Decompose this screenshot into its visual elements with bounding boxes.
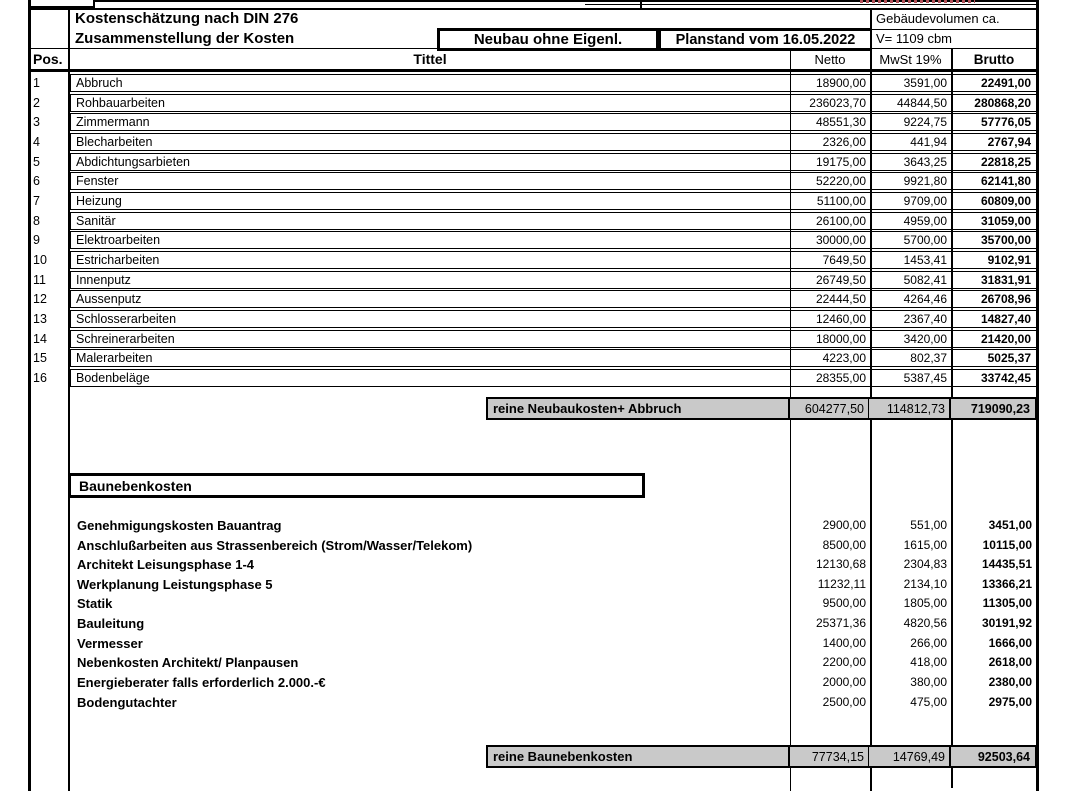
cell-netto: 4223,00	[790, 351, 870, 365]
cell-brutto: 31831,91	[951, 273, 1036, 287]
cell-mwst: 1453,41	[870, 253, 951, 267]
cell-brutto: 1666,00	[988, 636, 1032, 650]
cell-brutto: 62141,80	[951, 174, 1036, 188]
cell-mwst: 4820,56	[903, 616, 947, 630]
cell-netto: 48551,30	[790, 115, 870, 129]
row-pos: 11	[33, 273, 46, 287]
cell-brutto: 2380,00	[988, 675, 1032, 689]
section2-title: Baunebenkosten	[79, 477, 192, 494]
cell-netto: 22444,50	[790, 292, 870, 306]
cell-brutto: 30191,92	[981, 616, 1032, 630]
cell-netto: 18000,00	[790, 332, 870, 346]
cell-titel: Innenputz	[76, 273, 131, 287]
cell-netto: 2000,00	[822, 675, 866, 689]
row-pos: 1	[33, 76, 40, 90]
row-pos: 2	[33, 96, 40, 110]
cell-titel: Bauleitung	[77, 615, 145, 631]
col-header-mwst: MwSt 19%	[879, 52, 942, 67]
cell-titel: Statik	[77, 595, 113, 611]
table-row	[70, 74, 1037, 92]
cell-netto: 30000,00	[790, 233, 870, 247]
cell-brutto: 280868,20	[951, 96, 1036, 110]
cell-mwst: 2134,10	[903, 577, 947, 591]
subtotal-label: reine Neubaukosten+ Abbruch	[488, 399, 790, 418]
cell-mwst: 44844,50	[870, 96, 951, 110]
cell-mwst: 3420,00	[870, 332, 951, 346]
cell-titel: Malerarbeiten	[76, 351, 153, 365]
cell-netto: 12460,00	[790, 312, 870, 326]
row-pos: 10	[33, 253, 47, 267]
cell-netto: 2200,00	[822, 655, 866, 669]
cell-mwst: 1615,00	[903, 538, 947, 552]
cell-netto: 1400,00	[822, 636, 866, 650]
cell-mwst: 1805,00	[903, 596, 947, 610]
cell-netto: 26749,50	[790, 273, 870, 287]
row-pos: 5	[33, 155, 40, 169]
neben-row	[70, 653, 1037, 671]
neben-row	[70, 693, 1037, 711]
cell-netto: 8500,00	[822, 538, 866, 552]
cell-titel: Anschlußarbeiten aus Strassenbereich (Strom/Wasser/Telekom)	[77, 537, 473, 553]
cell-netto: 12130,68	[815, 557, 866, 571]
cell-mwst: 9709,00	[870, 194, 951, 208]
cell-titel: Elektroarbeiten	[76, 233, 161, 247]
cell-netto: 2900,00	[822, 518, 866, 532]
cell-titel: Estricharbeiten	[76, 253, 160, 267]
table-row	[70, 251, 1037, 269]
cell-titel: Vermesser	[77, 635, 143, 651]
neben-row	[70, 536, 1037, 554]
neben-row	[70, 634, 1037, 652]
cell-brutto: 14827,40	[951, 312, 1036, 326]
cell-brutto: 21420,00	[951, 332, 1036, 346]
cell-brutto: 26708,96	[951, 292, 1036, 306]
table-row	[70, 330, 1037, 348]
row-pos: 6	[33, 174, 40, 188]
subtotal-label: reine Baunebenkosten	[488, 747, 790, 766]
row-pos: 13	[33, 312, 47, 326]
row-pos: 3	[33, 115, 40, 129]
row-pos: 15	[33, 351, 47, 365]
cell-netto: 9500,00	[822, 596, 866, 610]
neben-row	[70, 594, 1037, 612]
cell-titel: Architekt Leisungsphase 1-4	[77, 556, 254, 572]
cell-mwst: 4959,00	[870, 214, 951, 228]
cell-titel: Abbruch	[76, 76, 123, 90]
cell-titel: Schlosserarbeiten	[76, 312, 177, 326]
cell-titel: Rohbauarbeiten	[76, 96, 165, 110]
neben-row	[70, 673, 1037, 691]
cell-titel: Heizung	[76, 194, 122, 208]
volume-label: Gebäudevolumen ca.	[876, 11, 1000, 26]
cell-netto: 26100,00	[790, 214, 870, 228]
cell-mwst: 266,00	[910, 636, 947, 650]
cell-netto: 25371,36	[815, 616, 866, 630]
subtotal-neben-row	[486, 745, 1037, 768]
cell-titel: Genehmigungskosten Bauantrag	[77, 517, 282, 533]
cell-titel: Nebenkosten Architekt/ Planpausen	[77, 654, 299, 670]
variant-label: Neubau ohne Eigenl.	[473, 31, 623, 48]
table-row	[70, 113, 1037, 131]
cell-netto: 2326,00	[790, 135, 870, 149]
cell-mwst: 5700,00	[870, 233, 951, 247]
table-row	[70, 212, 1037, 230]
cell-mwst: 802,37	[870, 351, 951, 365]
doc-title-line1: Kostenschätzung nach DIN 276	[75, 10, 299, 27]
cell-mwst: 5387,45	[870, 371, 951, 385]
section2-header-box	[68, 473, 645, 498]
row-pos: 9	[33, 233, 40, 247]
cell-brutto: 2975,00	[988, 695, 1032, 709]
table-row	[70, 310, 1037, 328]
row-pos: 8	[33, 214, 40, 228]
cell-mwst: 551,00	[910, 518, 947, 532]
cell-mwst: 2367,40	[870, 312, 951, 326]
neben-row	[70, 614, 1037, 632]
table-row	[70, 153, 1037, 171]
cell-netto: 28355,00	[790, 371, 870, 385]
top-cropped-line-2	[585, 4, 1037, 5]
cell-netto: 18900,00	[790, 76, 870, 90]
cell-netto: 236023,70	[790, 96, 870, 110]
row-pos: 16	[33, 371, 47, 385]
cell-titel: Energieberater falls erforderlich 2.000.-€	[77, 674, 326, 690]
row-pos: 12	[33, 292, 47, 306]
cell-brutto: 57776,05	[951, 115, 1036, 129]
cell-brutto: 14435,51	[981, 557, 1032, 571]
subtotal-brutto: 719090,23	[949, 399, 1035, 418]
table-border-left	[28, 0, 31, 791]
cell-titel: Aussenputz	[76, 292, 142, 306]
cell-brutto: 33742,45	[951, 371, 1036, 385]
cell-titel: Sanitär	[76, 214, 116, 228]
cell-mwst: 3591,00	[870, 76, 951, 90]
row-pos: 7	[33, 194, 40, 208]
cell-brutto: 35700,00	[951, 233, 1036, 247]
subtotal-neubau-row	[486, 397, 1037, 420]
cell-titel: Bodengutachter	[77, 694, 177, 710]
cell-titel: Zimmermann	[76, 115, 150, 129]
header-bottom-line	[28, 69, 1039, 72]
cell-netto: 52220,00	[790, 174, 870, 188]
table-row	[70, 172, 1037, 190]
cell-brutto: 11305,00	[982, 596, 1032, 610]
col-header-brutto: Brutto	[973, 52, 1015, 67]
table-row	[70, 271, 1037, 289]
cell-brutto: 22818,25	[951, 155, 1036, 169]
row-pos: 4	[33, 135, 40, 149]
neben-row	[70, 575, 1037, 593]
table-row	[70, 94, 1037, 112]
cell-mwst: 441,94	[870, 135, 951, 149]
cell-mwst: 9224,75	[870, 115, 951, 129]
cell-mwst: 3643,25	[870, 155, 951, 169]
doc-title-line2: Zusammenstellung der Kosten	[75, 30, 295, 47]
neben-row	[70, 516, 1037, 534]
row-pos: 14	[33, 332, 47, 346]
cell-mwst: 4264,46	[870, 292, 951, 306]
table-row	[70, 290, 1037, 308]
cell-titel: Schreinerarbeiten	[76, 332, 175, 346]
cell-brutto: 2618,00	[988, 655, 1032, 669]
subtotal-mwst: 14769,49	[868, 747, 949, 766]
table-row	[70, 349, 1037, 367]
subtotal-mwst: 114812,73	[868, 399, 949, 418]
cell-brutto: 2767,94	[951, 135, 1036, 149]
cell-brutto: 22491,00	[951, 76, 1036, 90]
table-row	[70, 369, 1037, 387]
cell-mwst: 418,00	[910, 655, 947, 669]
top-cropped-red-text	[860, 0, 975, 3]
cell-brutto: 9102,91	[951, 253, 1036, 267]
cell-netto: 51100,00	[790, 194, 870, 208]
cell-brutto: 5025,37	[951, 351, 1036, 365]
planstand-cell	[659, 28, 870, 51]
col-header-titel: Tittel	[413, 51, 447, 67]
cell-brutto: 60809,00	[951, 194, 1036, 208]
table-row	[70, 231, 1037, 249]
cell-mwst: 5082,41	[870, 273, 951, 287]
table-row	[70, 192, 1037, 210]
subtotal-brutto: 92503,64	[949, 747, 1035, 766]
cell-netto: 7649,50	[790, 253, 870, 267]
subtotal-netto: 604277,50	[804, 401, 864, 416]
col-header-pos: Pos.	[33, 51, 63, 67]
cell-brutto: 31059,00	[951, 214, 1036, 228]
col-header-netto: Netto	[814, 52, 846, 67]
header-volume-divider	[870, 29, 1037, 30]
neben-row	[70, 555, 1037, 573]
cell-brutto: 13366,21	[981, 577, 1032, 591]
planstand-label: Planstand vom 16.05.2022	[675, 31, 856, 48]
cell-titel: Blecharbeiten	[76, 135, 153, 149]
cell-titel: Werkplanung Leistungsphase 5	[77, 576, 273, 592]
cell-brutto: 3451,00	[988, 518, 1032, 532]
table-row	[70, 133, 1037, 151]
cell-mwst: 2304,83	[903, 557, 947, 571]
cell-titel: Fenster	[76, 174, 119, 188]
subtotal-netto: 77734,15	[811, 749, 864, 764]
cell-mwst: 9921,80	[870, 174, 951, 188]
volume-value: V= 1109 cbm	[876, 31, 953, 46]
cell-netto: 19175,00	[790, 155, 870, 169]
cell-netto: 11232,11	[817, 577, 866, 591]
variant-box	[437, 28, 659, 51]
cell-brutto: 10115,00	[982, 538, 1032, 552]
cell-mwst: 475,00	[910, 695, 947, 709]
cell-netto: 2500,00	[822, 695, 866, 709]
cell-titel: Bodenbeläge	[76, 371, 150, 385]
cell-mwst: 380,00	[910, 675, 947, 689]
cell-titel: Abdichtungsarbieten	[76, 155, 190, 169]
